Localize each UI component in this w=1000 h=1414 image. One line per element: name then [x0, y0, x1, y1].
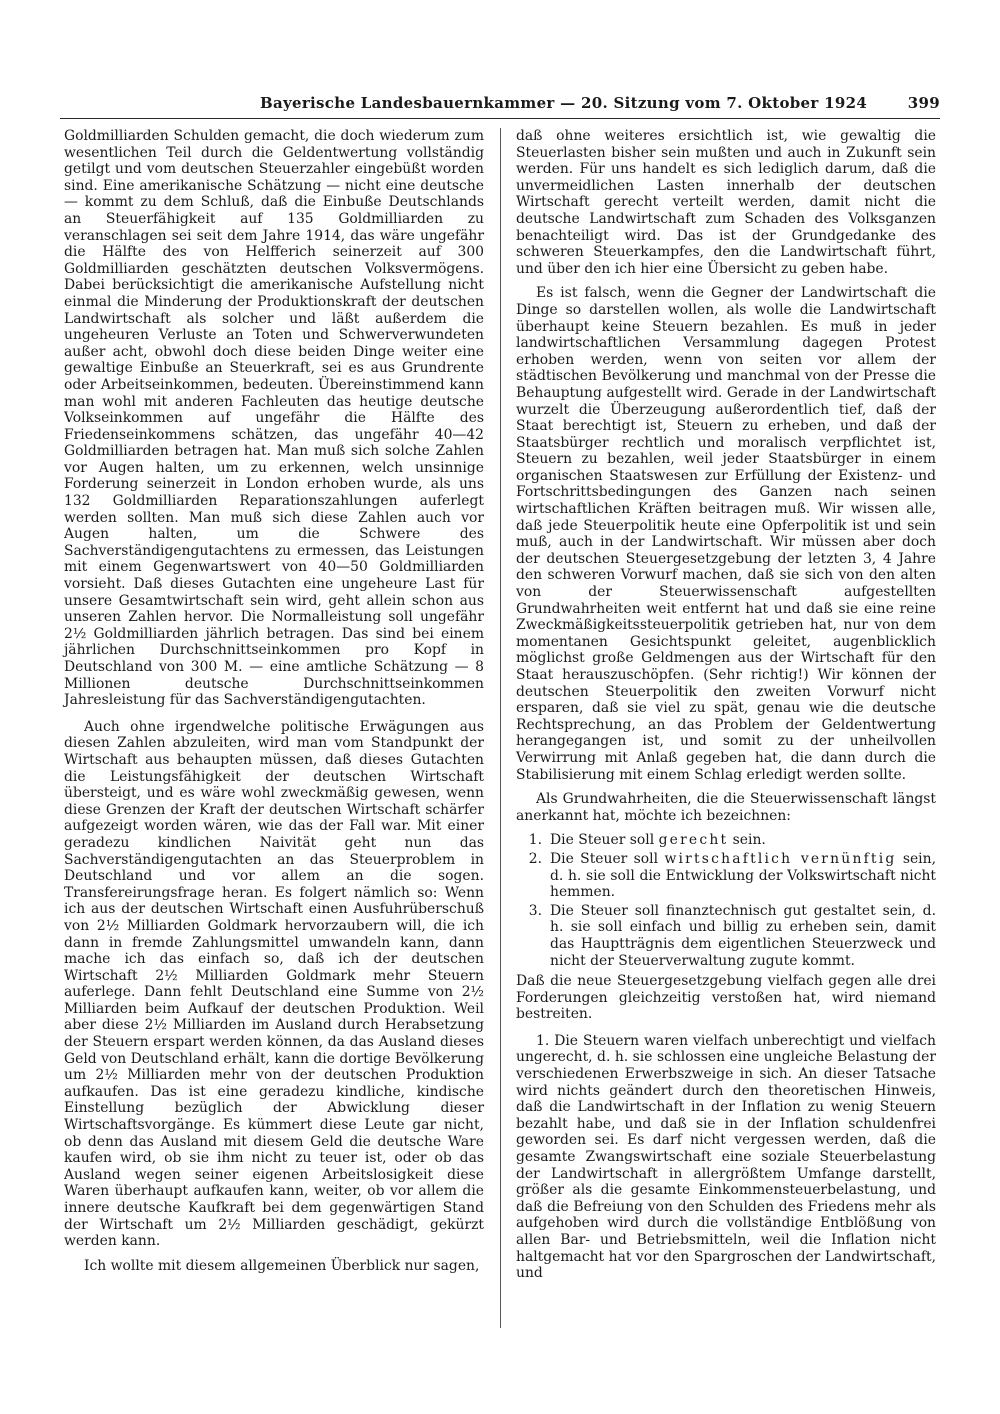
list-emphasis: gerecht	[658, 832, 729, 849]
paragraph: Es ist falsch, wenn die Gegner der Landwirtschaft die Dinge so darstellen wollen, als wolle die Landwirtschaft überhaupt keine Steuern bezahlen. Es muß in jeder landwirtschaftlichen Versammlung dagegen Protest erhoben werden, wenn von seiten vor allem der städtischen Bevölkerung und manchmal von der Presse die Behauptung aufgestellt wird. Gerade in der Landwirtschaft wurzelt die Überzeugung außerordentlich tief, daß der Staat berechtigt ist, Steuern zu erheben, und daß der Staatsbürger rechtlich und moralisch verpflichtet ist, Steuern zu bezahlen, weil jeder Staatsbürger in einem organischen Staatswesen zur Erfüllung der Existenz- und Fortschrittsbedingungen des Ganzen nach seinen wirtschaftlichen Kräften beitragen muß. Wir wissen alle, daß jede Steuerpolitik heute eine Opferpolitik ist und sein muß, auch in der Landwirtschaft. Wir müssen aber doch der deutschen Steuergesetzgebung der letzten 3, 4 Jahre den schweren Vorwurf machen, daß sie sich von den alten von der Steuerwissenschaft aufgestellten Grundwahrheiten weit entfernt hat und daß sie eine reine Zweckmäßigkeitssteuerpolitik getrieben hat, nur von dem momentanen Gesichtspunkt geleitet, augenblicklich möglichst große Geldmengen aus der Wirtschaft für den Staat herauszuschöpfen. (Sehr richtig!) Wir können der deutschen Steuerpolitik den zweiten Vorwurf nicht ersparen, daß sie viel zu spät, genau wie die deutsche Rechtsprechung, an das Problem der Geldentwertung herangegangen ist, und somit zu der unheilvollen Verwirrung mit Anlaß gegeben hat, die dann durch die Stabilisierung mit einem Schlag erledigt werden sollte.	[516, 285, 936, 783]
header-title: Bayerische Landesbauernkammer — 20. Sitzung vom 7. Oktober 1924	[260, 94, 868, 112]
list-item	[516, 903, 936, 969]
list-number: 1.	[528, 832, 542, 849]
left-column	[64, 128, 484, 1282]
list-text: Die Steuer soll finanztechnisch gut gestaltet sein, d. h. sie soll einfach und billig zu erheben sein, damit das Hauptträgnis dem eigentlichen Steuerzweck und nicht der Steuerverwaltung zugute kommt.	[550, 902, 936, 969]
paragraph: Als Grundwahrheiten, die die Steuerwissenschaft längst anerkannt hat, möchte ich bezeichnen:	[516, 791, 936, 824]
paragraph: Daß die neue Steuergesetzgebung vielfach gegen alle drei Forderungen gleichzeitig verstoßen hat, wird niemand bestreiten.	[516, 973, 936, 1023]
paragraph: 1. Die Steuern waren vielfach unberechtigt und vielfach ungerecht, d. h. sie schlossen eine ungleiche Belastung der verschiedenen Erwerbszweige in sich. An dieser Tatsache wird nichts geändert durch den theoretischen Hinweis, daß die Landwirtschaft in der Inflation zu wenig Steuern bezahlt habe, und daß sie in der Inflation schuldenfrei geworden sei. Es darf nicht vergessen werden, daß die gesamte Zwangswirtschaft eine soziale Steuerbelastung der Landwirtschaft in allergrößtem Umfange darstellt, größer als die gesamte Einkommensteuerbelastung, und daß die Befreiung von den Schulden des Friedens mehr als aufgehoben wird durch die vollständige Entblößung von allen Bar- und Betriebsmitteln, weil die Inflation nicht haltgemacht hat vor den Spargroschen der Landwirtschaft, und	[516, 1032, 936, 1282]
list-item	[516, 832, 936, 849]
list-number: 3.	[528, 902, 542, 919]
list-text: Die Steuer soll	[550, 832, 659, 849]
list-emphasis: wirtschaftlich vernünftig	[664, 850, 897, 867]
paragraph: Goldmilliarden Schulden gemacht, die doch wiederum zum wesentlichen Teil durch die Geldentwertung vollständig getilgt und vom deutschen Steuerzahler eingebüßt worden sind. Eine amerikanische Schätzung — nicht eine deutsche — kommt zu dem Schluß, daß die Einbuße Deutschlands an Steuerfähigkeit auf 135 Goldmilliarden zu veranschlagen sei seit dem Jahre 1914, das wäre ungefähr die Hälfte des von Helfferich seinerzeit auf 300 Goldmilliarden geschätzten deutschen Volksvermögens. Dabei berücksichtigt die amerikanische Aufstellung nicht einmal die Minderung der Produktionskraft der deutschen Landwirtschaft als solcher und läßt außerdem die ungeheuren Verluste an Toten und Schwerverwundeten außer acht, obwohl doch diese beiden Dinge weiter eine gewaltige Einbuße an Steuerkraft, sei es aus Grundrente oder Arbeitseinkommen, bedeuten. Übereinstimmend kann man wohl mit anderen Fachleuten das heutige deutsche Volkseinkommen auf ungefähr die Hälfte des Friedenseinkommens schätzen, das ungefähr 40—42 Goldmilliarden betragen hat. Man muß sich solche Zahlen vor Augen halten, um zu erkennen, welch unsinnige Forderung seinerzeit in London erhoben wurde, als uns 132 Goldmilliarden Reparationszahlungen auferlegt werden sollten. Man muß sich diese Zahlen auch vor Augen halten, um die Schwere des Sachverständigengutachtens zu ermessen, das Leistungen mit einem Gegenwartswert von 40—50 Goldmilliarden vorsieht. Daß dieses Gutachten eine ungeheure Last für unsere Gesamtwirtschaft sein wird, geht allein schon aus unseren Zahlen hervor. Die Normalleistung soll ungefähr 2½ Goldmilliarden jährlich betragen. Das sind bei einem jährlichen Durchschnittseinkommen pro Kopf in Deutschland von 300 M. — eine amtliche Schätzung — 8 Millionen deutsche Durchschnittseinkommen Jahresleistung für das Sachverständigengutachten.	[64, 128, 484, 709]
list-text: sein.	[728, 832, 766, 849]
running-header	[60, 94, 940, 118]
list-number: 2.	[528, 850, 542, 867]
right-column	[516, 128, 936, 1290]
paragraph: Auch ohne irgendwelche politische Erwägungen aus diesen Zahlen abzuleiten, wird man vom Standpunkt der Wirtschaft aus behaupten müssen, daß dieses Gutachten die Leistungsfähigkeit der deutschen Wirtschaft übersteigt, und es wäre wohl zweckmäßig gewesen, wenn diese Grenzen der Kraft der deutschen Wirtschaft schärfer aufgezeigt worden wären, wie das der Fall war. Mit einer geradezu kindlichen Naivität geht nun das Sachverständigengutachten an das Steuerproblem in Deutschland und vor allem an die sogen. Transfereirungsfrage heran. Es folgert nämlich so: Wenn ich aus der deutschen Wirtschaft einen Ausfuhrüberschuß von 2½ Milliarden Goldmark hervorzaubern will, die ich dann in fremde Zahlungsmittel umwandeln kann, dann mache ich das einfach so, daß ich der deutschen Wirtschaft 2½ Milliarden Goldmark mehr Steuern auferlege. Dann fehlt Deutschland eine Summe von 2½ Milliarden beim Aufkauf der deutschen Produktion. Weil aber diese 2½ Milliarden im Ausland durch Herabsetzung der Steuern erspart werden können, da das Ausland dieses Geld von Deutschland erhält, kann die dortige Bevölkerung um 2½ Milliarden mehr von der deutschen Produktion aufkaufen. Das ist eine geradezu kindliche, kindische Einstellung bezüglich der Abwicklung dieser Wirtschaftsvorgänge. Es kümmert diese Leute gar nicht, ob denn das Ausland mit diesem Geld die deutsche Ware kaufen wird, ob sie ihm nicht zu teuer ist, oder ob das Ausland wegen seiner eigenen Arbeitslosigkeit diese Waren überhaupt aufkaufen kann, weiter, ob vor allem die innere deutsche Kaufkraft bei dem gegenwärtigen Stand der Wirtschaft um 2½ Milliarden geschädigt, gekürzt werden kann.	[64, 718, 484, 1250]
header-rule	[60, 118, 940, 119]
paragraph: Ich wollte mit diesem allgemeinen Überblick nur sagen,	[84, 1257, 480, 1274]
list-item	[516, 851, 936, 901]
paragraph: daß ohne weiteres ersichtlich ist, wie gewaltig die Steuerlasten bisher sein mußten und auch in Zukunft sein werden. Für uns handelt es sich lediglich darum, daß die unvermeidlichen Lasten innerhalb der deutschen Wirtschaft gerecht verteilt werden, damit nicht die deutsche Landwirtschaft zum Schaden des Volksganzen benachteiligt wird. Das ist der Grundgedanke des schweren Steuerkampfes, den die Landwirtschaft führt, und über den ich hier eine Übersicht zu geben habe.	[516, 128, 936, 277]
page-number: 399	[907, 94, 940, 112]
list-text: sein, d. h. sie soll die Entwicklung der Volkswirtschaft nicht hemmen.	[550, 850, 936, 901]
list-text: Die Steuer soll	[550, 850, 665, 867]
principles-list	[516, 832, 936, 969]
column-divider	[500, 128, 501, 1328]
